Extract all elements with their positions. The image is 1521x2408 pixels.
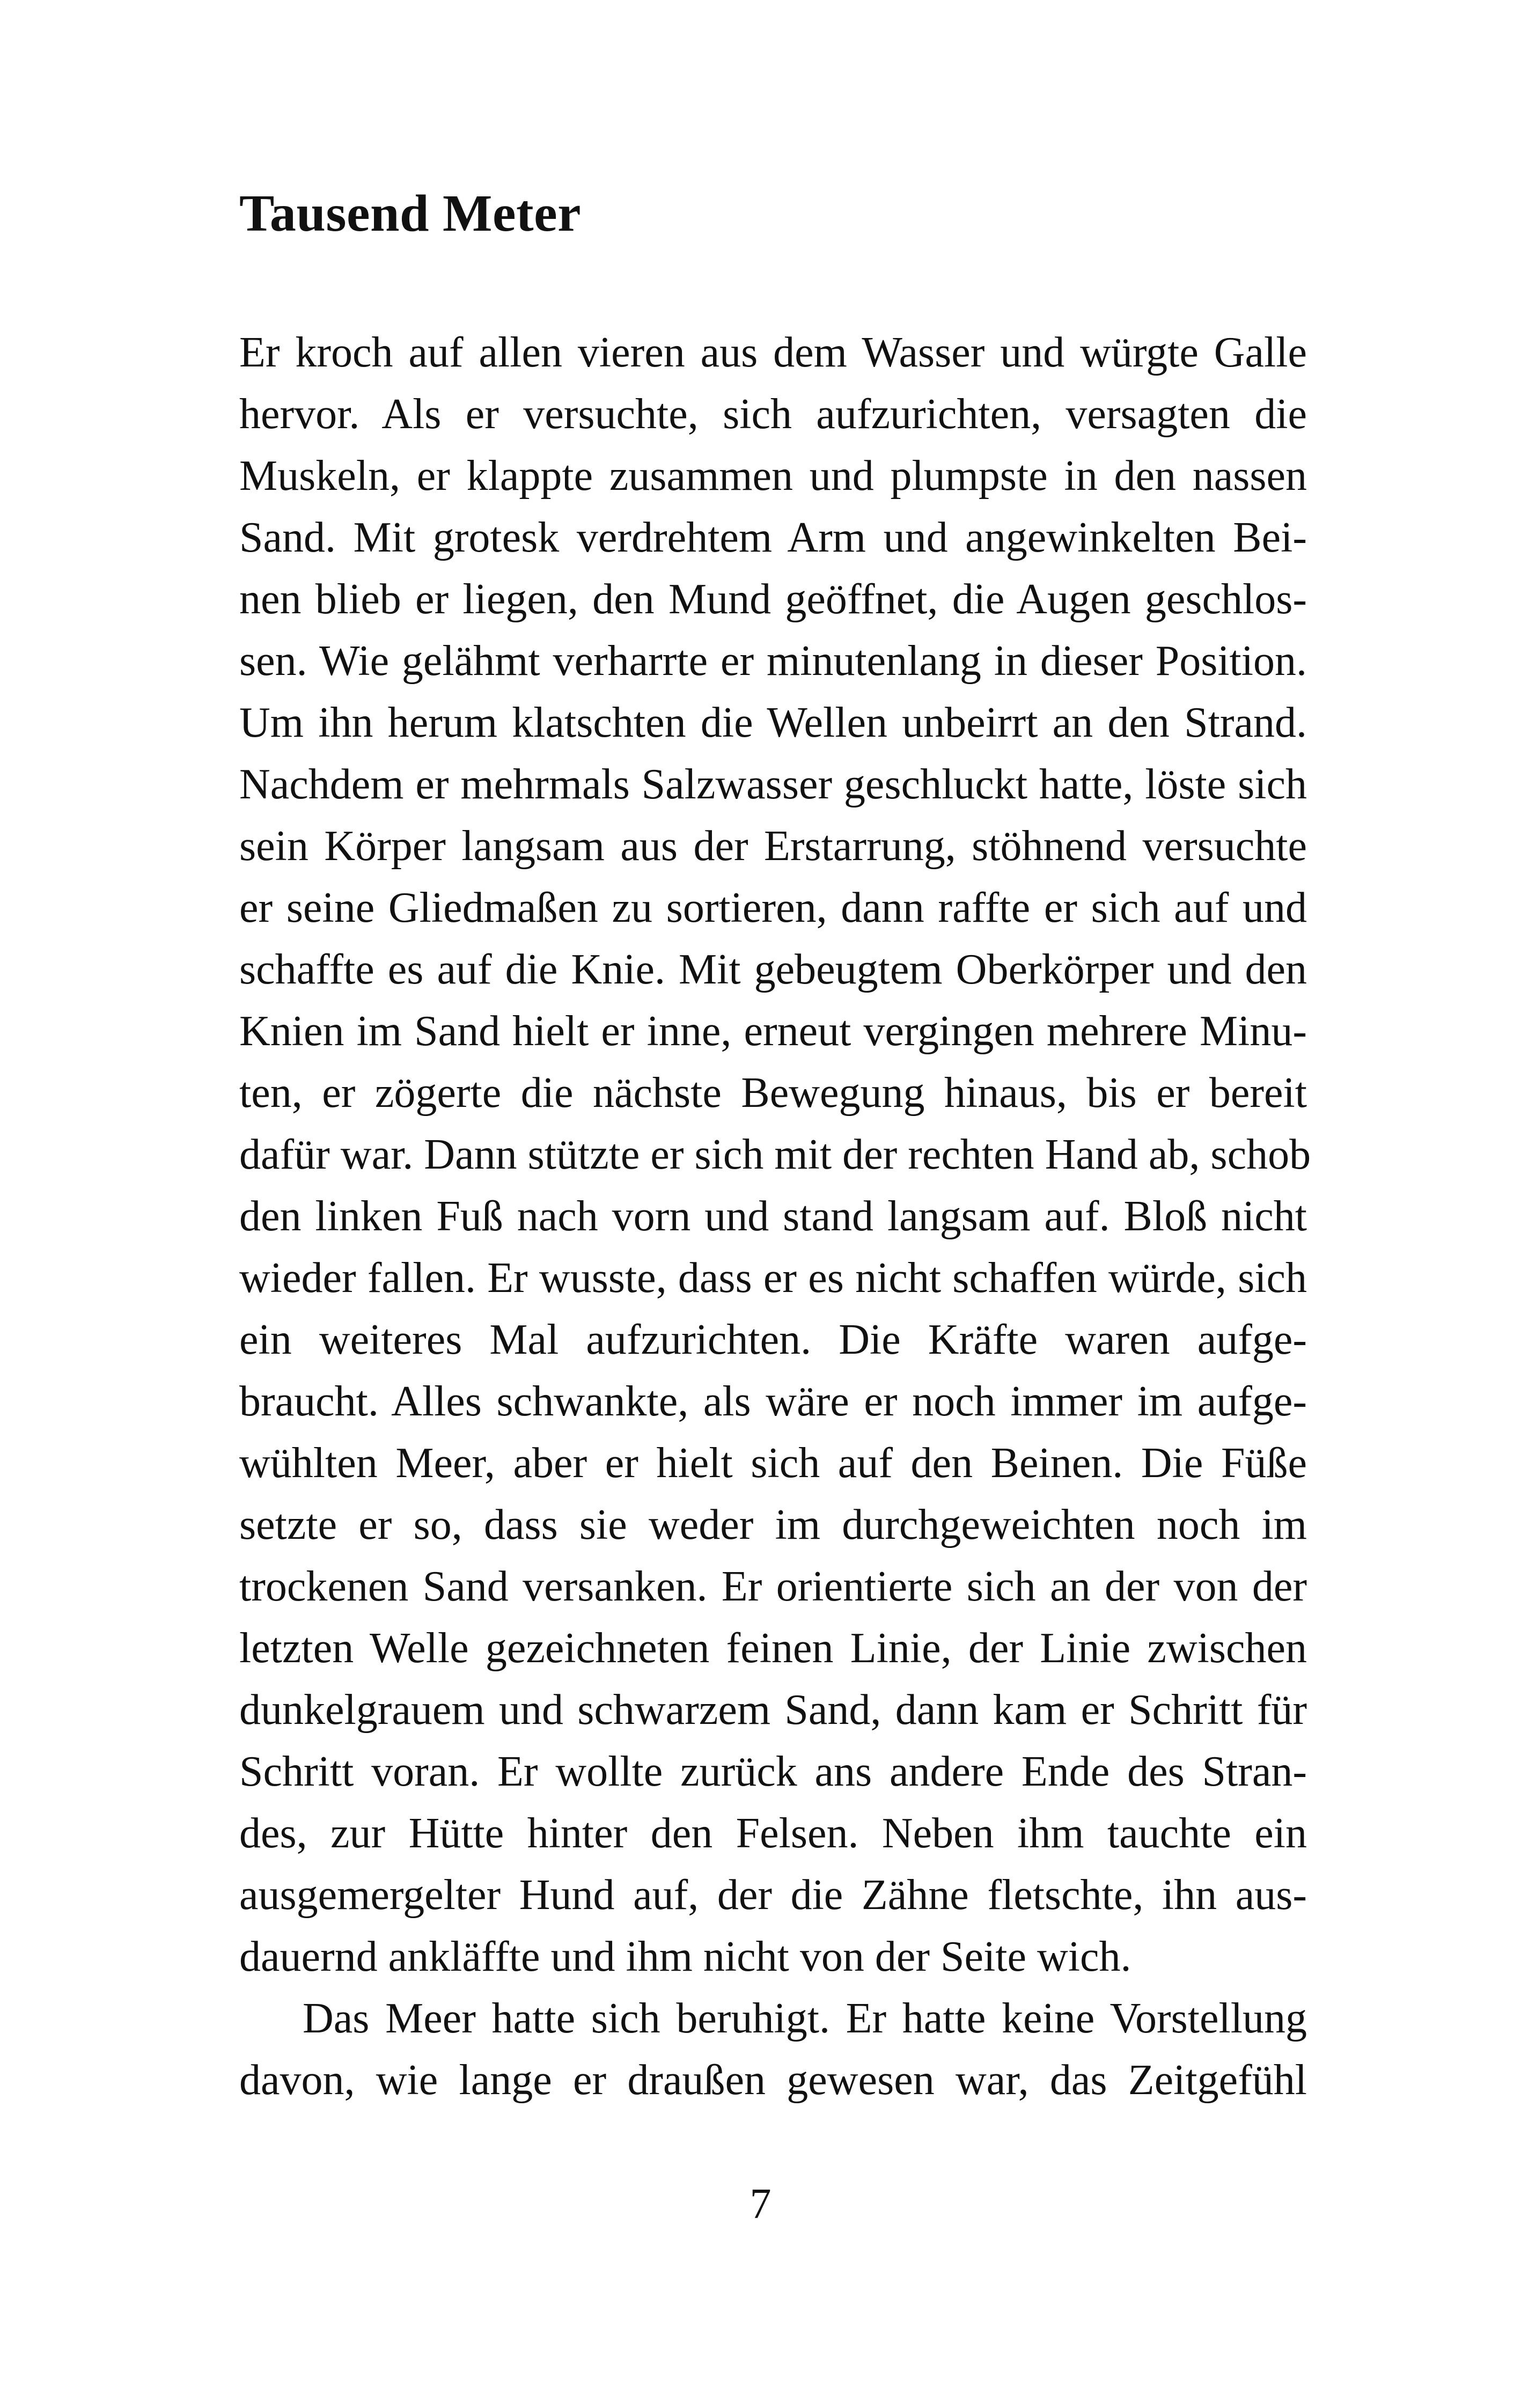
- paragraph-start-line: Das Meer hatte sich beruhigt. Er hatte keine Vorstellung: [303, 1995, 1307, 2042]
- text-line: sen. Wie gelähmt verharrte er minutenlang in dieser Position.: [239, 637, 1307, 685]
- text-line: nen blieb er liegen, den Mund geöffnet, die Augen geschlos-: [239, 576, 1307, 623]
- text-line: ten, er zögerte die nächste Bewegung hinaus, bis er bereit: [239, 1069, 1307, 1117]
- text-line: Um ihn herum klatschten die Wellen unbeirrt an den Strand.: [239, 699, 1307, 746]
- text-line: Knien im Sand hielt er inne, erneut vergingen mehrere Minu-: [239, 1008, 1307, 1055]
- text-line: trockenen Sand versanken. Er orientierte sich an der von der: [239, 1563, 1307, 1610]
- text-line: ein weiteres Mal aufzurichten. Die Kräfte waren aufge-: [239, 1316, 1307, 1363]
- text-line: dunkelgrauem und schwarzem Sand, dann kam er Schritt für: [239, 1686, 1307, 1734]
- text-line: letzten Welle gezeichneten feinen Linie, der Linie zwischen: [239, 1625, 1307, 1672]
- text-line: Muskeln, er klappte zusammen und plumpste in den nassen: [239, 452, 1307, 500]
- text-line: schaffte es auf die Knie. Mit gebeugtem Oberkörper und den: [239, 946, 1307, 993]
- paragraph-end-line: dauernd ankläffte und ihm nicht von der Seite wich.: [239, 1933, 1131, 1980]
- text-line: dafür war. Dann stützte er sich mit der rechten Hand ab, schob: [239, 1131, 1311, 1178]
- text-line: den linken Fuß nach vorn und stand langsam auf. Bloß nicht: [239, 1193, 1307, 1240]
- text-line: ausgemergelter Hund auf, der die Zähne fletschte, ihn aus-: [239, 1871, 1307, 1919]
- text-line: setzte er so, dass sie weder im durchgeweichten noch im: [239, 1501, 1307, 1548]
- text-line: davon, wie lange er draußen gewesen war, das Zeitgefühl: [239, 2057, 1307, 2104]
- text-line: wühlten Meer, aber er hielt sich auf den Beinen. Die Füße: [239, 1440, 1307, 1487]
- chapter-title: Tausend Meter: [239, 185, 582, 243]
- text-line: des, zur Hütte hinter den Felsen. Neben ihm tauchte ein: [239, 1810, 1307, 1857]
- text-line: wieder fallen. Er wusste, dass er es nicht schaffen würde, sich: [239, 1254, 1307, 1302]
- body-text: [239, 322, 1311, 2111]
- text-line: sein Körper langsam aus der Erstarrung, stöhnend versuchte: [239, 823, 1307, 870]
- text-line: Er kroch auf allen vieren aus dem Wasser und würgte Galle: [239, 329, 1307, 376]
- text-line: braucht. Alles schwankte, als wäre er noch immer im aufge-: [239, 1378, 1307, 1425]
- page-number: 7: [750, 2181, 771, 2228]
- text-line: Nachdem er mehrmals Salzwasser geschluckt hatte, löste sich: [239, 761, 1307, 808]
- text-line: hervor. Als er versuchte, sich aufzurichten, versagten die: [239, 391, 1307, 438]
- text-line: er seine Gliedmaßen zu sortieren, dann raffte er sich auf und: [239, 884, 1307, 931]
- text-line: Sand. Mit grotesk verdrehtem Arm und angewinkelten Bei-: [239, 514, 1307, 561]
- text-line: Schritt voran. Er wollte zurück ans andere Ende des Stran-: [239, 1748, 1307, 1795]
